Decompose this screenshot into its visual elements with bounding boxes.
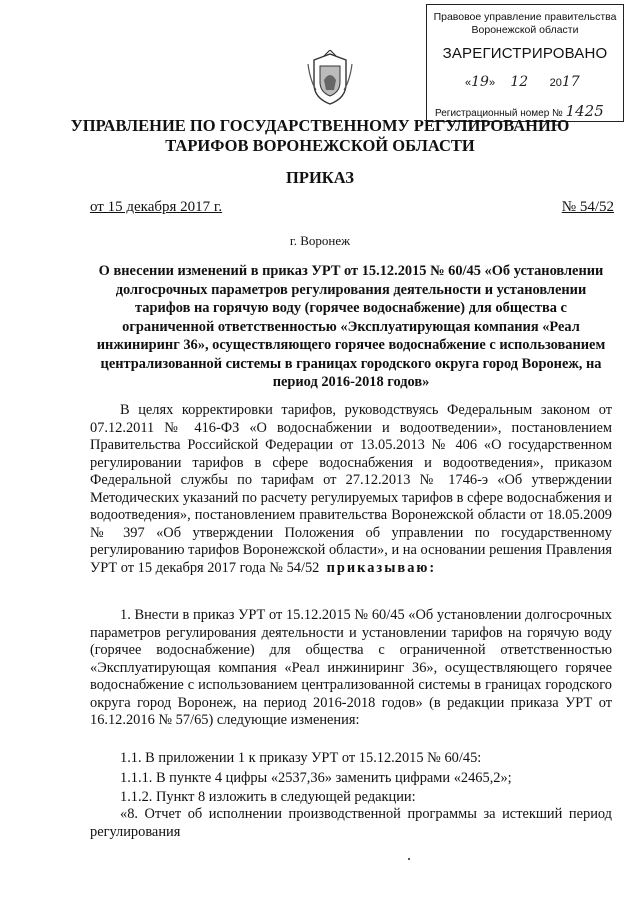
document-date: от 15 декабря 2017 г.: [90, 199, 223, 215]
item-8-paragraph: «8. Отчет об исполнении производственной программы за истекший период регулирования: [90, 806, 612, 840]
stamp-reg-value: 1425: [565, 102, 604, 120]
document-number: № 54/52: [561, 199, 614, 215]
item-1-1-1: 1.1.1. В пункте 4 цифры «2537,36» заменить цифрами «2465,2»;: [120, 770, 512, 786]
item-1-1: 1.1. В приложении 1 к приказу УРТ от 15.12.2015 № 60/45:: [120, 750, 482, 766]
stamp-year-hand: 17: [561, 74, 580, 90]
stamp-day: 19: [471, 74, 489, 90]
preamble-paragraph: [90, 402, 612, 577]
registration-stamp: [426, 4, 624, 122]
stamp-organization: [427, 11, 623, 37]
stamp-date: «19» 12 2017: [465, 74, 580, 90]
item-1-1-2: 1.1.2. Пункт 8 изложить в следующей редакции:: [120, 789, 416, 805]
page-title-line1: УПРАВЛЕНИЕ ПО ГОСУДАРСТВЕННОМУ РЕГУЛИРОВАНИЮ: [70, 116, 570, 135]
stamp-org-line2: Воронежской области: [471, 24, 579, 36]
document-city: г. Воронеж: [289, 233, 351, 248]
item-1-paragraph: 1. Внести в приказ УРТ от 15.12.2015 № 60/45 «Об установлении долгосрочных параметров регулирования деятельности и установлении тарифов на горячую воду (горячее водоснабжение) для общества с ограниченной ответственностью «Эксплуатирующая компания «Реал инжиниринг 36», осуществляющего горячее водоснабжение с использованием централизованной системы в границах городского округа город Воронеж, на период 2016-2018 годов» (в редакции приказа УРТ от 16.12.2016 № 57/65) следующие изменения:: [90, 607, 612, 728]
preamble-text: В целях корректировки тарифов, руководствуясь Федеральным законом от 07.12.2011 № 416-ФЗ «О водоснабжении и водоотведении», постановлением Правительства Российской Федерации от 13.05.2013 № 406 «О государственном регулировании тарифов в сфере водоснабжения и водоотведения», приказом Федеральной службы по тарифам от 27.12.2013 № 1746-э «Об утверждении Методических указаний по расчету регулируемых тарифов в сфере водоснабжения и водоотведения», постановлением правительства Воронежской области от 18.05.2009 № 397 «Об утверждении Положения об управлении по государственному регулированию тарифов Воронежской области», и на основании решения Правления УРТ от 15 декабря 2017 года № 54/52: [90, 402, 612, 576]
stamp-registered: ЗАРЕГИСТРИРОВАНО: [442, 45, 608, 62]
document-type: ПРИКАЗ: [286, 168, 354, 187]
stamp-year-prefix: 20: [549, 77, 562, 89]
stamp-month: 12: [510, 74, 529, 90]
stamp-org-line1: Правовое управление правительства: [433, 11, 617, 23]
order-word: приказываю:: [326, 559, 437, 576]
coat-of-arms-icon: [306, 50, 354, 108]
page-title-line2: ТАРИФОВ ВОРОНЕЖСКОЙ ОБЛАСТИ: [165, 136, 475, 155]
page-mark: [408, 858, 410, 860]
stamp-reg-label: Регистрационный номер №: [435, 108, 563, 119]
document-subject: О внесении изменений в приказ УРТ от 15.12.2015 № 60/45 «Об установлении долгосрочных параметров регулирования деятельности и установлении тарифов на горячую воду (горячее водоснабжение) для общества с ограниченной ответственностью «Эксплуатирующая компания «Реал инжиниринг 36», осуществляющего горячее водоснабжение с использованием централизованной системы в границах городского округа город Воронеж, на период 2016-2018 годов»: [96, 263, 606, 390]
